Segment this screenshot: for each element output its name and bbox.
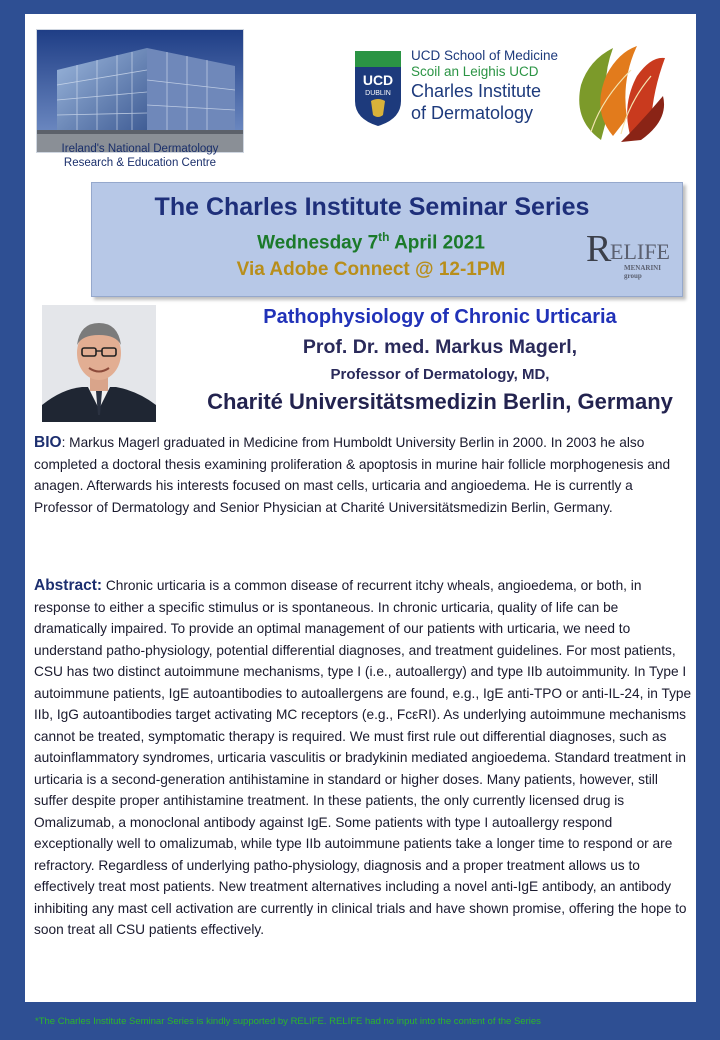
autumn-leaves-icon — [571, 40, 671, 148]
abstract-text: Chronic urticaria is a common disease of recurrent itchy wheals, angioedema, or both, in response to either a specific stimulus or is spontaneous. In chronic urticaria, quality of life can be dramatically impaired. To provide an optimal management of our patients with urticaria, we need to understand patho-physiology, potential differential diagnoses, and treatment guidelines. For most patients, CSU has two distinct autoimmune mechanisms, type I (i.e., autoallergy) and type IIb autoimmunity. In Type I autoimmune patients, IgE autoantibodies to autoallergens are found, e.g., IgE anti-TPO or anti-IL-24, in Type IIb, IgG autoantibodies target activating MC receptors (e.g., FcεRI). As underlying autoimmune mechanisms cannot be treated, symptomatic therapy is required. We must first rule out differential diagnoses, such as autoinflammatory syndromes, urticaria vasculitis or bradykinin mediated angioedema. Standard treatment in urticaria is a second-generation antihistamine in standard or higher doses. Many patients, however, still suffer despite proper antihistamine treatment. In these patients, the only currently licensed drug is Omalizumab, a monoclonal antibody against IgE. Some patients with type I autoallergy respond exceptionally well to omalizumab, while type IIb autoimmune patients take a longer time to respond or are refractory. Regardless of underlying patho-physiology, diagnosis and a proper treatment allows us to effectively treat most patients. New treatment alternatives including a novel anti-IgE antibody, an antibody inhibiting any mast cell activation are currently in clinical trials and have shown promise, offering the hope to soon treat all CSU patients effectively. — [34, 578, 692, 937]
relife-logo-word: ELIFE — [610, 239, 670, 264]
institute-name-line1: Charles Institute — [411, 81, 542, 101]
speaker-photo — [42, 305, 156, 422]
institute-name-line2: of Dermatology — [411, 103, 534, 123]
abstract-section — [34, 575, 694, 941]
speaker-institution: Charité Universitätsmedizin Berlin, Germany — [207, 389, 673, 414]
building-photo — [36, 29, 244, 153]
banner-title: The Charles Institute Seminar Series — [154, 193, 590, 221]
relife-logo-sub: MENARINI group — [624, 264, 661, 280]
speaker-role: Professor of Dermatology, MD, — [330, 366, 550, 383]
event-venue-time: Via Adobe Connect @ 12-1PM — [236, 259, 506, 280]
crest-text-ucd: UCD — [362, 72, 394, 88]
ucd-logo-text — [411, 47, 581, 124]
event-date-sup: th — [378, 230, 390, 244]
event-date-prefix: Wednesday 7 — [257, 232, 379, 254]
poster-sheet — [25, 14, 696, 1002]
speaker-name: Prof. Dr. med. Markus Magerl, — [302, 336, 578, 358]
building-caption — [30, 142, 250, 170]
relife-logo-letter: R — [586, 228, 612, 270]
event-date-suffix: April 2021 — [389, 232, 485, 254]
event-date — [92, 230, 650, 254]
crest-text-dublin: DUBLIN — [365, 90, 391, 97]
ucd-school-name: UCD School of Medicine — [411, 48, 559, 63]
relife-logo — [586, 228, 670, 280]
abstract-label: Abstract: — [34, 577, 103, 594]
building-caption-line1: Ireland's National Dermatology — [61, 143, 219, 155]
talk-title: Pathophysiology of Chronic Urticaria — [263, 306, 617, 328]
bio-section — [34, 432, 694, 518]
seminar-banner — [91, 182, 683, 297]
sponsor-footnote: *The Charles Institute Seminar Series is kindly supported by RELIFE. RELIFE had no input into the content of the Series — [35, 1016, 541, 1027]
bio-text: : Markus Magerl graduated in Medicine from Humboldt University Berlin in 2000. In 2003 he also completed a doctoral thesis examining proliferation & apoptosis in murine hair follicle morphogenesis and anagen. Afterwards his interests focused on mast cells, urticaria and angioedema. He is currently a Professor of Dermatology and Senior Physician at Charité Universitätsmedizin Berlin, Germany. — [34, 435, 671, 515]
ucd-crest-icon — [353, 49, 403, 127]
building-caption-line2: Research & Education Centre — [63, 157, 217, 169]
bio-label: BIO — [34, 434, 62, 451]
ucd-school-irish: Scoil an Leighis UCD — [411, 64, 539, 79]
